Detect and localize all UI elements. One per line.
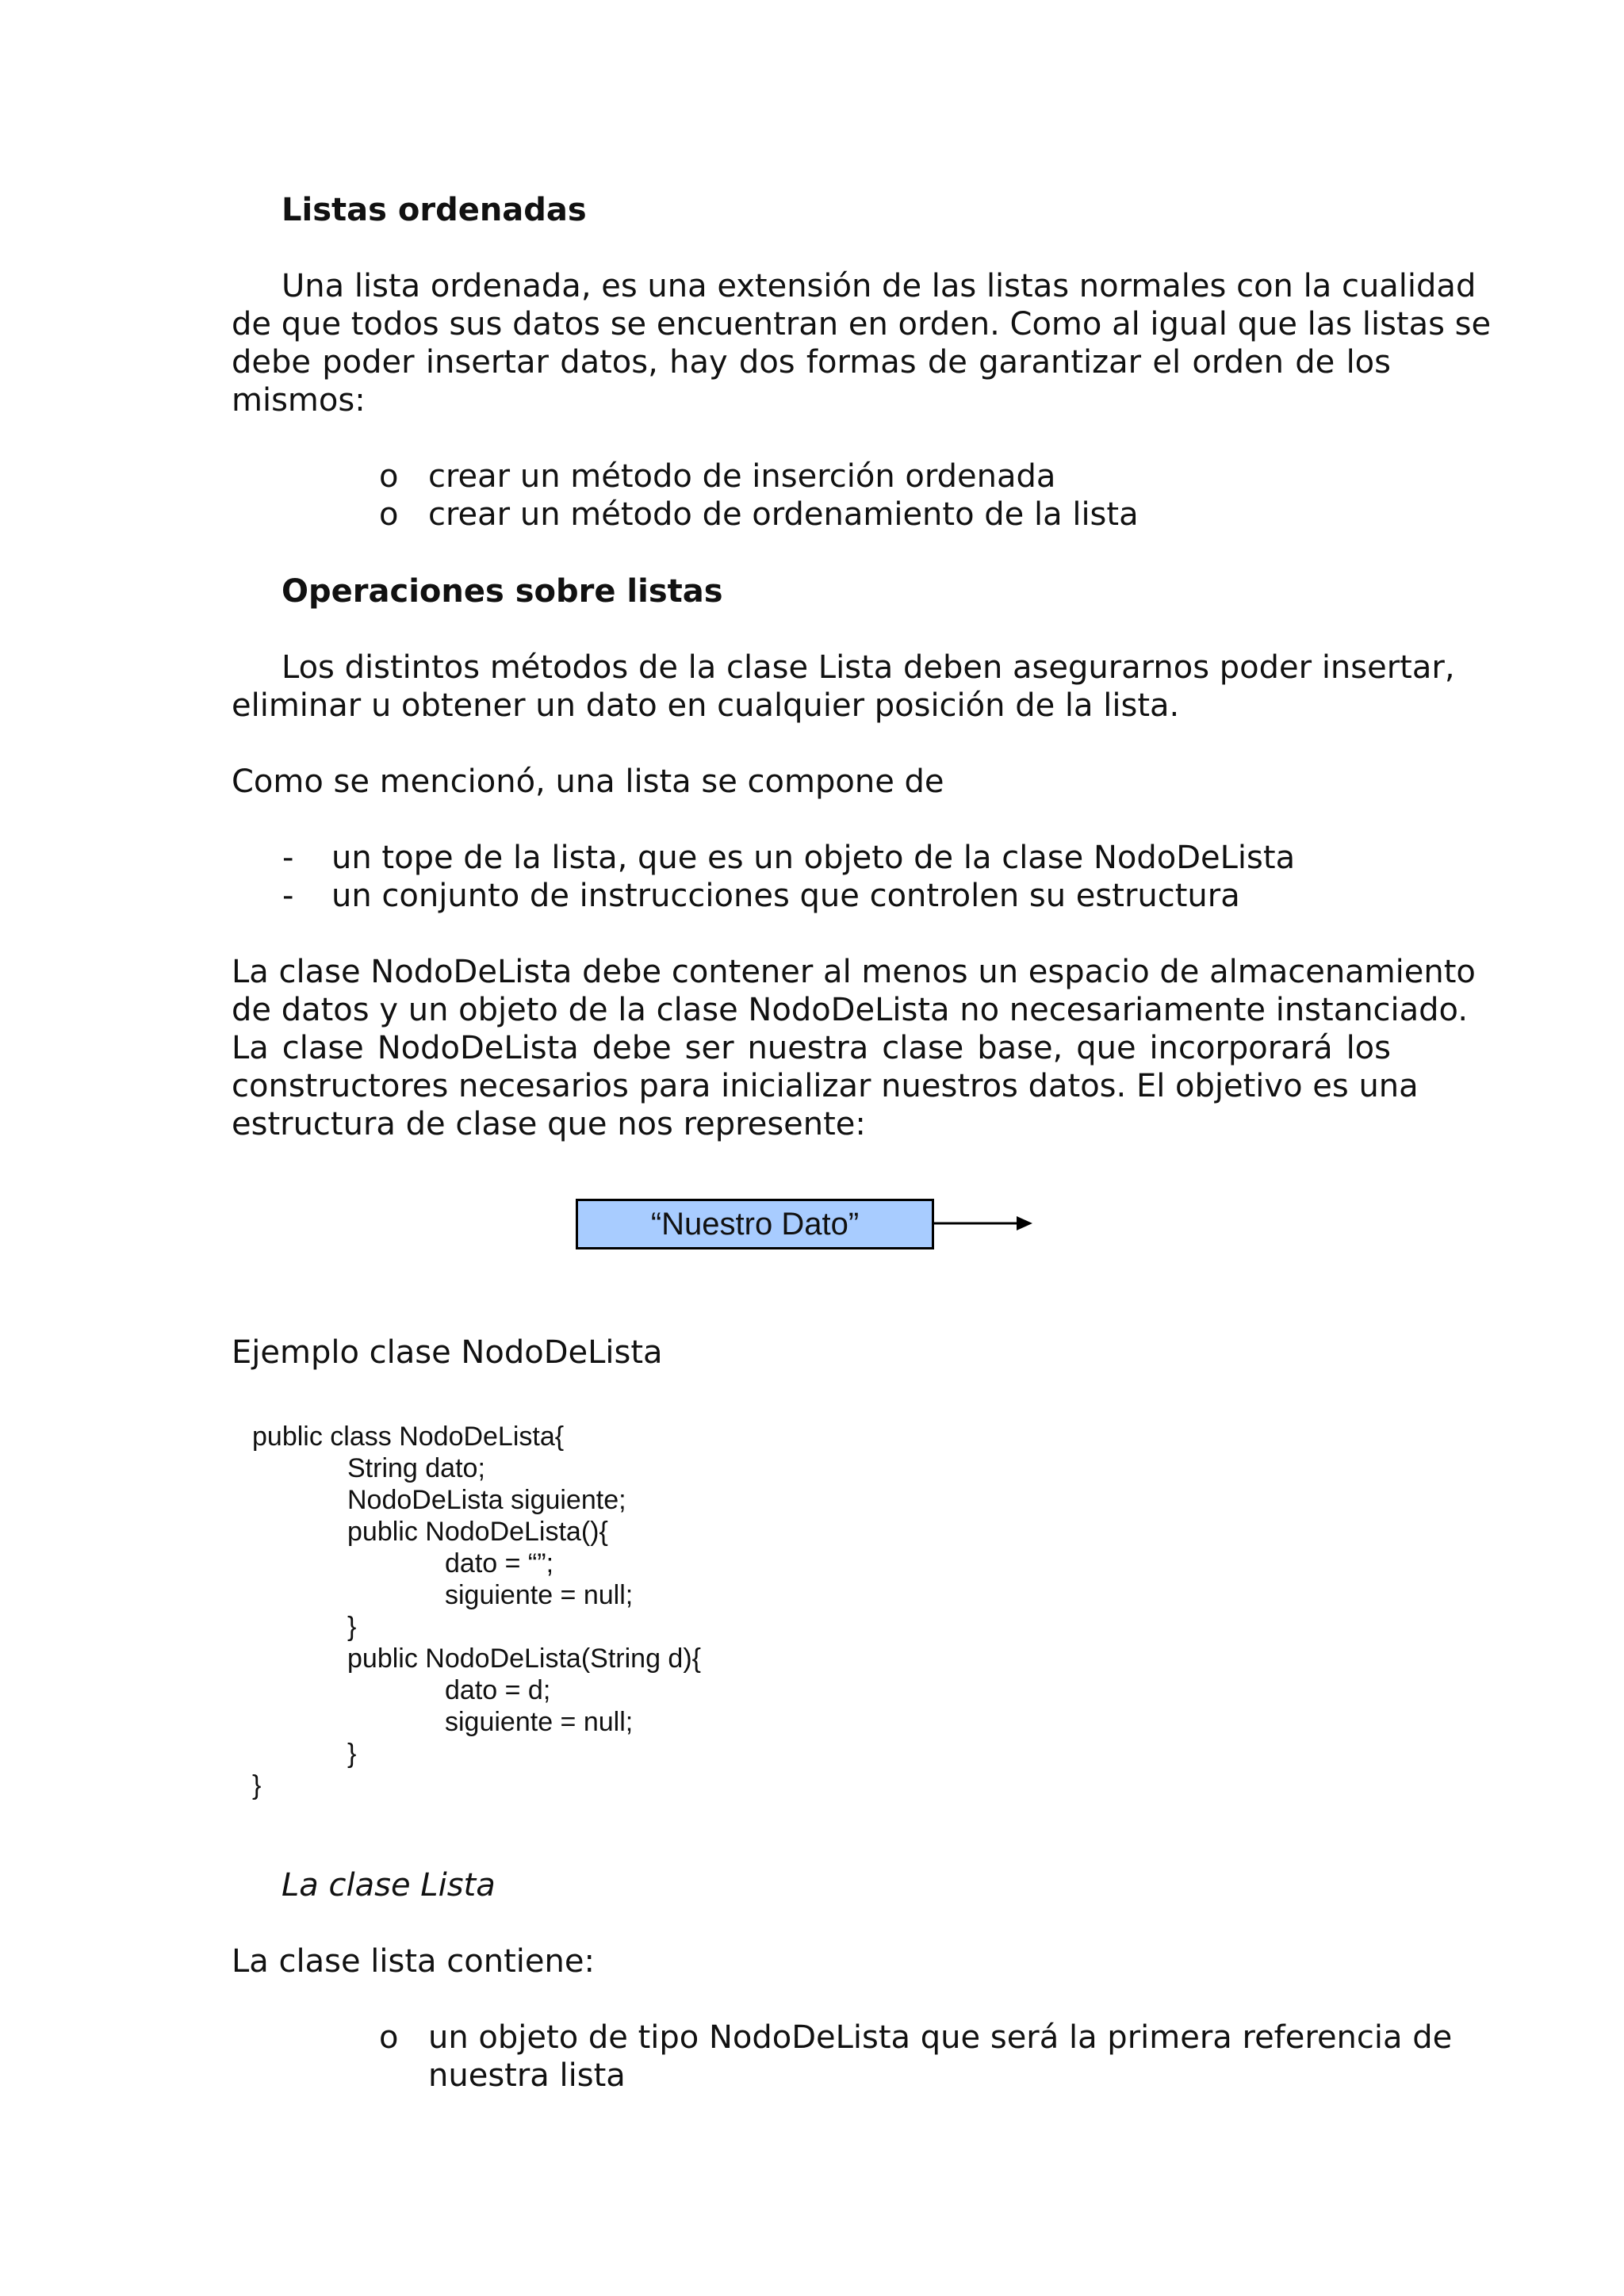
code-line: public NodoDeLista(){ [347,1517,608,1547]
arrow-head [1017,1216,1032,1230]
bullet-marker: o [379,458,399,495]
paragraph-nododelista [232,953,1476,1143]
paragraph-line: de que todos sus datos se encuentran en orden. Como al igual que las listas se [232,306,1492,342]
code-line: } [347,1739,357,1769]
paragraph-listas-ordenadas [232,267,1492,419]
paragraph-line: Una lista ordenada, es una extensión de las listas normales con la cualidad [282,268,1477,304]
code-line: dato = “”; [445,1548,554,1578]
dash-item: un tope de la lista, que es un objeto de la clase NodoDeLista [331,840,1296,876]
paragraph-line: eliminar u obtener un dato en cualquier posición de la lista. [232,687,1180,724]
code-line: public class NodoDeLista{ [252,1422,565,1452]
paragraph-intro: Como se mencionó, una lista se compone de [232,763,944,800]
heading-la-clase-lista: La clase Lista [282,1867,496,1904]
bullet-item: crear un método de ordenamiento de la lista [428,496,1139,533]
code-line: } [347,1612,357,1642]
paragraph-line: La clase NodoDeLista debe ser nuestra clase base, que incorporará los [232,1030,1391,1066]
dash-marker: - [282,840,294,876]
paragraph-line: La clase NodoDeLista debe contener al menos un espacio de almacenamiento [232,954,1476,990]
code-line: NodoDeLista siguiente; [347,1485,626,1515]
paragraph-line: debe poder insertar datos, hay dos formas de garantizar el orden de los [232,344,1391,381]
paragraph-operaciones [232,649,1455,725]
paragraph-line: mismos: [232,382,366,419]
dash-item: un conjunto de instrucciones que controlen su estructura [331,878,1240,914]
code-line: siguiente = null; [445,1707,634,1737]
bullet-item: crear un método de inserción ordenada [428,458,1056,495]
heading-listas-ordenadas: Listas ordenadas [282,192,587,228]
bullet-item: un objeto de tipo NodoDeLista que será la primera referencia de [428,2019,1453,2056]
bullet-item-continuation: nuestra lista [428,2057,626,2094]
paragraph-line: de datos y un objeto de la clase NodoDeLista no necesariamente instanciado. [232,992,1469,1028]
code-line: siguiente = null; [445,1580,634,1610]
example-title: Ejemplo clase NodoDeLista [232,1334,663,1371]
paragraph-line: constructores necesarios para inicializar nuestros datos. El objetivo es una [232,1068,1419,1104]
paragraph-line: Los distintos métodos de la clase Lista deben asegurarnos poder insertar, [282,649,1455,686]
node-box: “Nuestro Dato” [576,1199,934,1249]
bullet-marker: o [379,496,399,533]
code-line: dato = d; [445,1675,551,1705]
heading-operaciones: Operaciones sobre listas [282,573,723,610]
paragraph-line: estructura de clase que nos represente: [232,1106,866,1142]
code-line: } [252,1770,262,1800]
code-line: public NodoDeLista(String d){ [347,1644,702,1674]
code-line: String dato; [347,1453,485,1483]
paragraph-intro: La clase lista contiene: [232,1943,595,1980]
dash-marker: - [282,878,294,914]
next-pointer-arrow [934,1210,1034,1237]
bullet-marker: o [379,2019,399,2056]
